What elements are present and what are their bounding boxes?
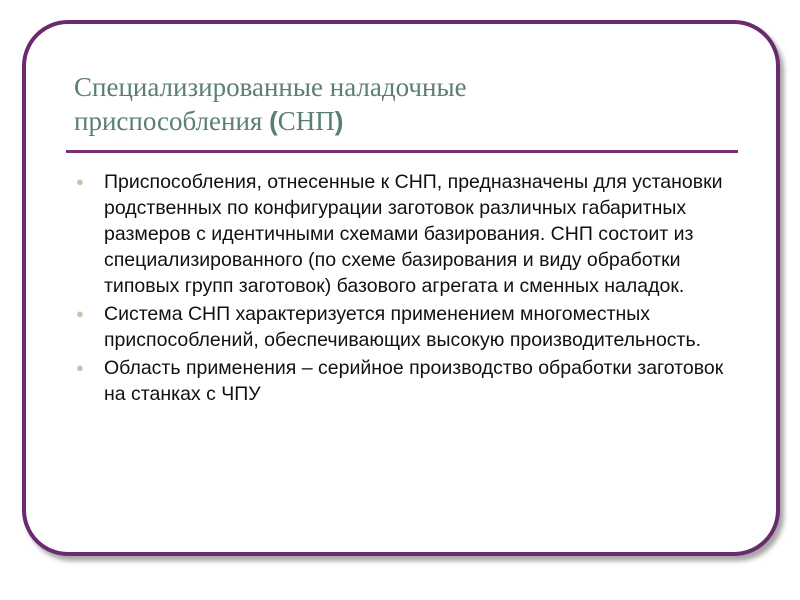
bullet-text-3: Область применения – серийное производство обработки заготовок на станках с ЧПУ — [104, 357, 724, 405]
bullet-item-2 — [76, 301, 736, 353]
title-line-2 — [74, 104, 734, 138]
bullet-dot-icon: ● — [76, 360, 84, 375]
title-abbreviation: СНП — [277, 106, 335, 136]
bullet-text-2: Система СНП характеризуется применением многоместных приспособлений, обеспечивающих высокую производительность. — [104, 303, 702, 351]
slide-title — [74, 70, 734, 138]
title-open-paren: ( — [269, 106, 278, 136]
bullet-item-3 — [76, 355, 736, 407]
bullet-text-1: Приспособления, отнесенные к СНП, предназначены для установки родственных по конфигурации заготовок различных габаритных размеров с идентичными схемами базирования. СНП состоит из специализированного (по схеме базирования и виду обработки типовых групп заготовок) базового агрегата и сменных наладок. — [104, 171, 723, 297]
title-word: приспособления — [74, 106, 263, 136]
title-line-1: Специализированные наладочные — [74, 72, 467, 102]
title-divider — [66, 150, 738, 153]
bullet-item-1 — [76, 169, 736, 299]
bullet-dot-icon: ● — [76, 174, 84, 189]
bullet-dot-icon: ● — [76, 306, 84, 321]
title-close-paren: ) — [334, 106, 344, 136]
bullet-list — [76, 169, 736, 409]
